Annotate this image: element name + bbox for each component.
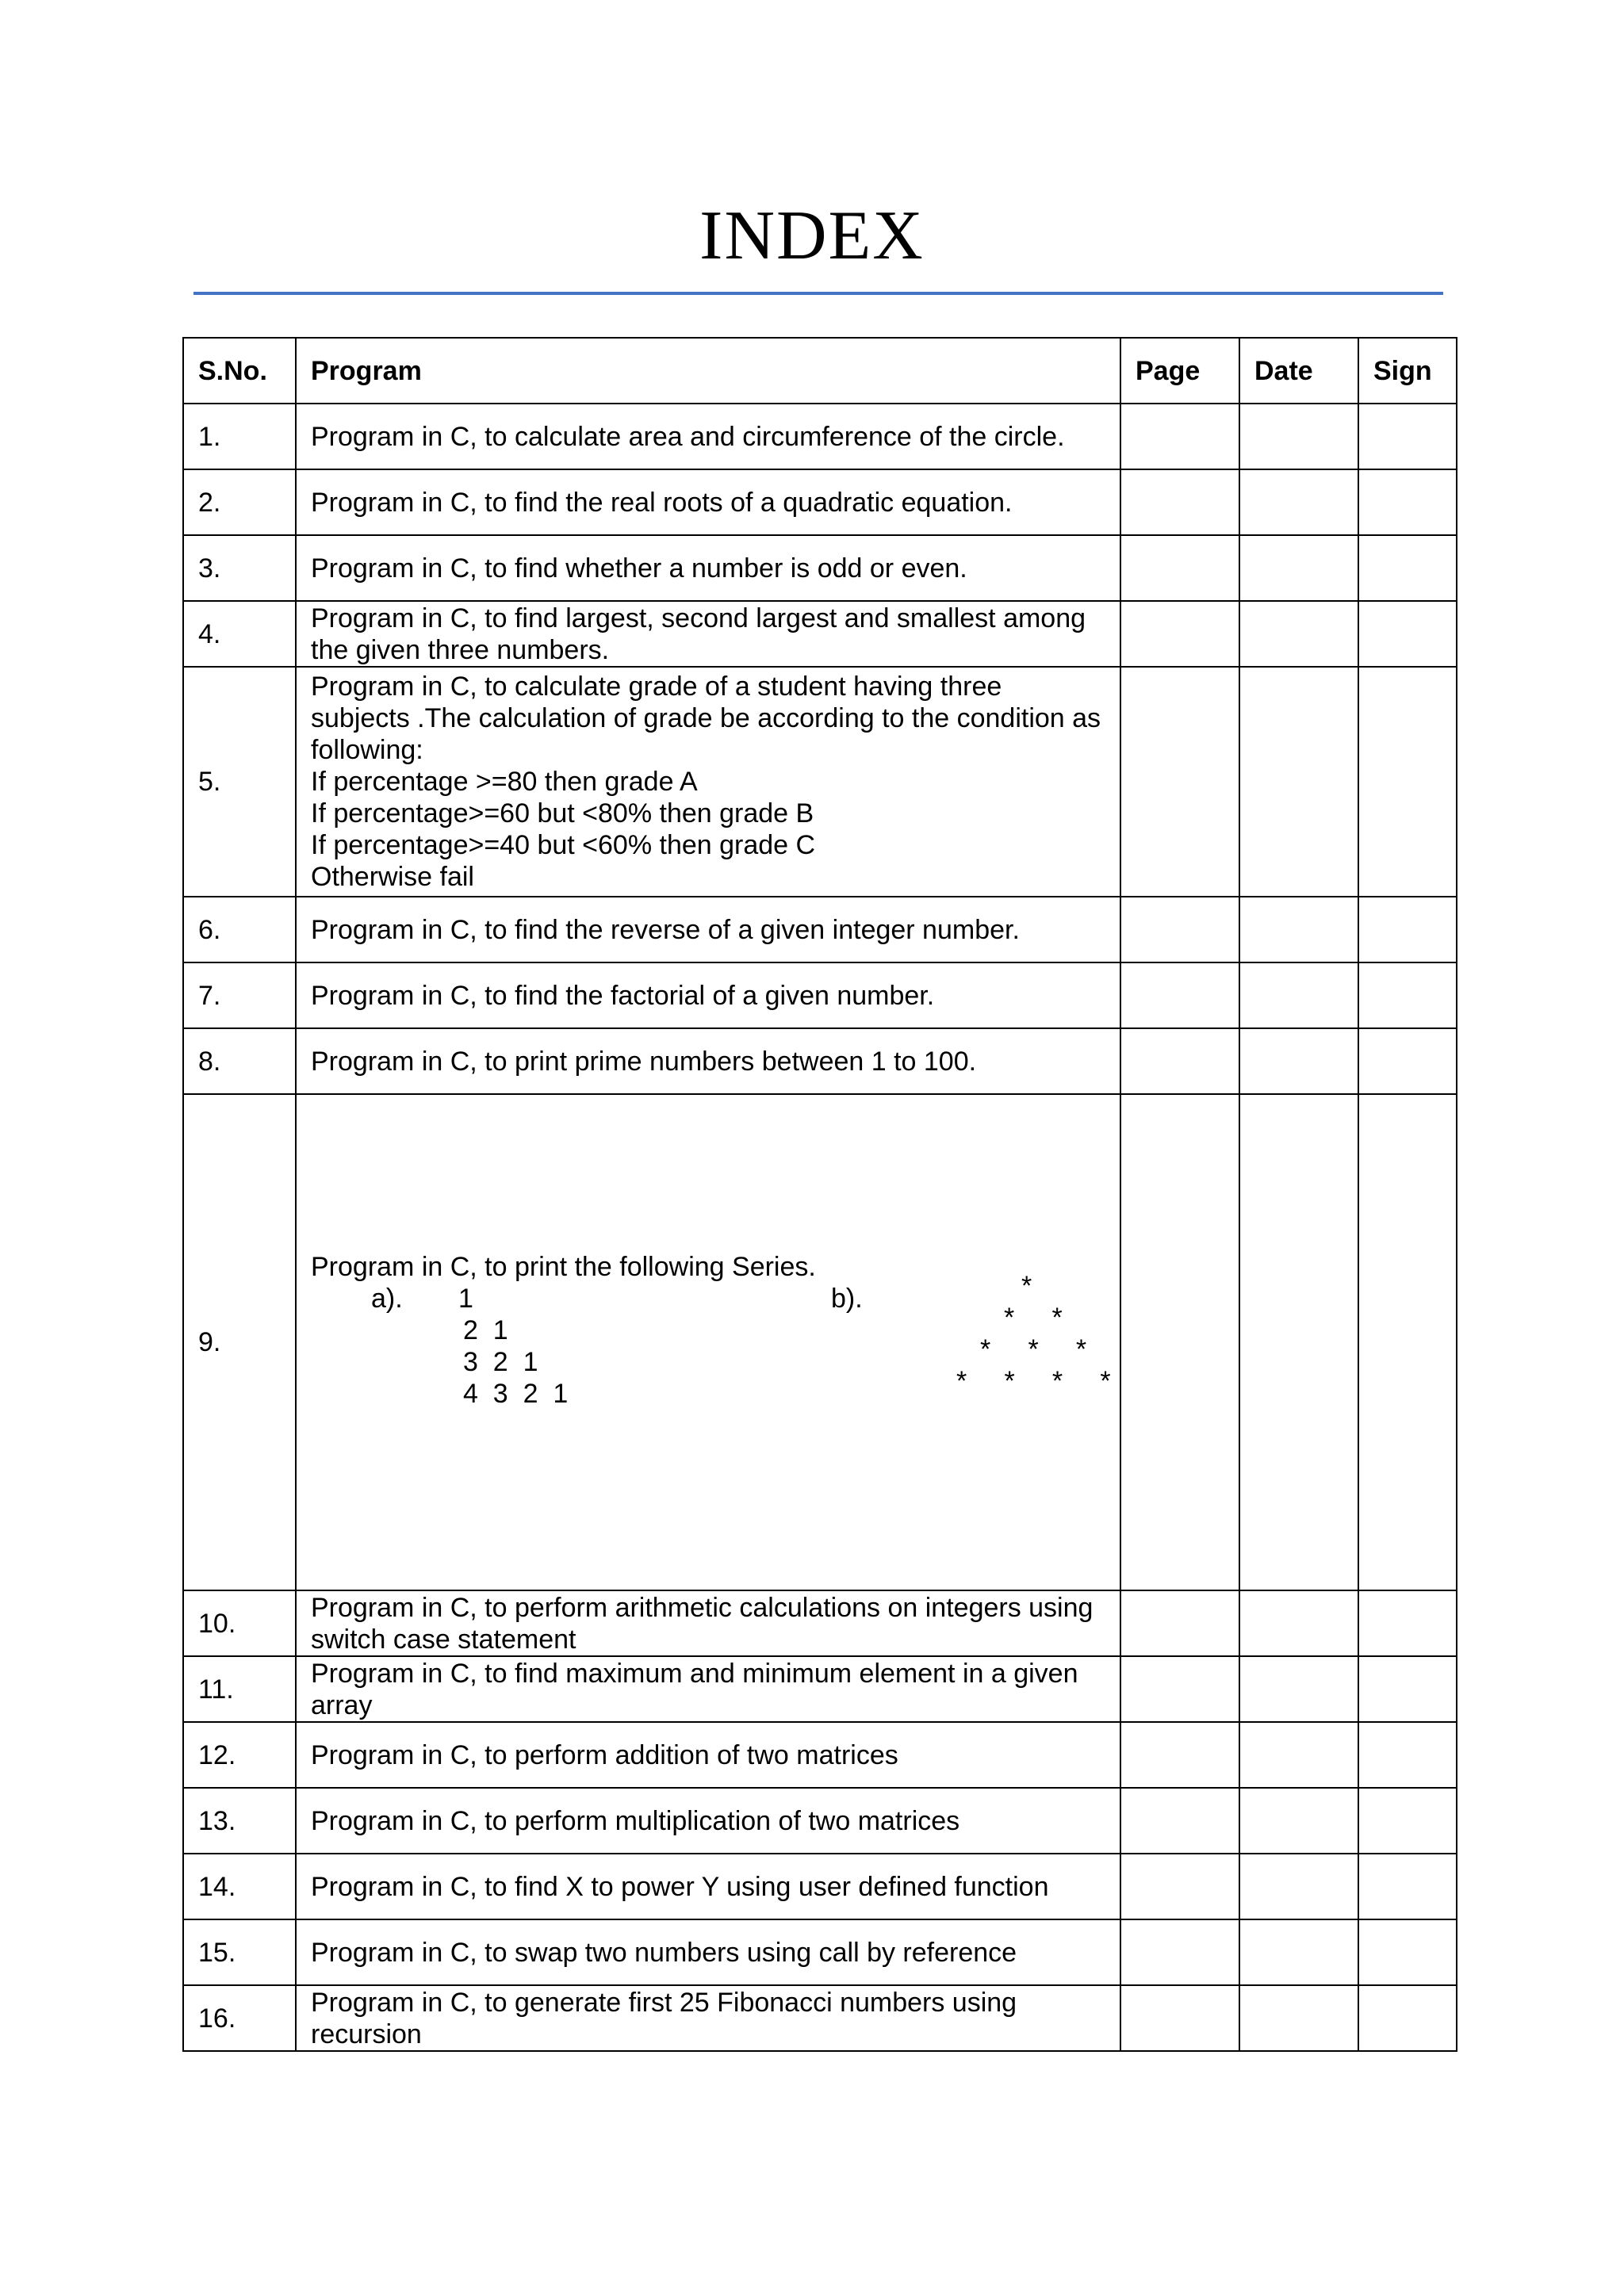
date-cell	[1239, 1919, 1358, 1985]
series-patterns	[311, 1271, 1111, 1433]
date-cell	[1239, 1854, 1358, 1919]
sign-cell	[1358, 1788, 1457, 1854]
row-sno: 3.	[183, 535, 296, 601]
date-cell	[1239, 667, 1358, 897]
grade-condition: If percentage>=60 but <80% then grade B	[311, 798, 814, 828]
page-cell	[1120, 1094, 1239, 1590]
row-sno: 6.	[183, 897, 296, 962]
row-program: Program in C, to find the reverse of a given integer number.	[296, 897, 1120, 962]
date-cell	[1239, 1722, 1358, 1788]
row-sno: 13.	[183, 1788, 296, 1854]
row-sno: 11.	[183, 1656, 296, 1722]
page-cell	[1120, 1985, 1239, 2051]
header-page: Page	[1120, 338, 1239, 404]
table-row	[183, 897, 1457, 962]
sign-cell	[1358, 1028, 1457, 1094]
date-cell	[1239, 1028, 1358, 1094]
row-program: Program in C, to perform arithmetic calculations on integers using switch case statement	[296, 1590, 1120, 1656]
row-program: Program in C, to find largest, second largest and smallest among the given three numbers.	[296, 601, 1120, 667]
row-sno: 7.	[183, 962, 296, 1028]
grade-condition: Otherwise fail	[311, 862, 474, 892]
sign-cell	[1358, 667, 1457, 897]
page-cell	[1120, 962, 1239, 1028]
page-title: INDEX	[699, 197, 925, 274]
table-row	[183, 1590, 1457, 1656]
table-row	[183, 667, 1457, 897]
header-sno: S.No.	[183, 338, 296, 404]
program-description: Program in C, to calculate grade of a student having three subjects .The calculation of grade be according to the condition as following:	[311, 672, 1101, 765]
row-program	[296, 1094, 1120, 1590]
row-sno: 10.	[183, 1590, 296, 1656]
row-program: Program in C, to perform addition of two matrices	[296, 1722, 1120, 1788]
sign-cell	[1358, 1919, 1457, 1985]
table-row	[183, 404, 1457, 469]
page-cell	[1120, 404, 1239, 469]
title-underline	[193, 292, 1443, 295]
page-cell	[1120, 601, 1239, 667]
page-cell	[1120, 469, 1239, 535]
row-program: Program in C, to find X to power Y using user defined function	[296, 1854, 1120, 1919]
row-program: Program in C, to find the real roots of a quadratic equation.	[296, 469, 1120, 535]
table-row	[183, 962, 1457, 1028]
page-cell	[1120, 1028, 1239, 1094]
star-line: *	[1021, 1271, 1032, 1301]
row-program: Program in C, to find maximum and minimum element in a given array	[296, 1656, 1120, 1722]
row-program: Program in C, to find the factorial of a given number.	[296, 962, 1120, 1028]
page-cell	[1120, 897, 1239, 962]
page-cell	[1120, 1919, 1239, 1985]
header-row	[183, 338, 1457, 404]
table-row	[183, 535, 1457, 601]
row-sno: 14.	[183, 1854, 296, 1919]
series-line: 2 1	[463, 1315, 508, 1345]
table-row	[183, 1094, 1457, 1590]
row-program: Program in C, to swap two numbers using call by reference	[296, 1919, 1120, 1985]
row-sno: 12.	[183, 1722, 296, 1788]
sign-cell	[1358, 1094, 1457, 1590]
part-a-label: a).	[371, 1284, 403, 1314]
page-cell	[1120, 667, 1239, 897]
sign-cell	[1358, 601, 1457, 667]
star-line: * * * *	[956, 1366, 1111, 1396]
row-program: Program in C, to find whether a number is odd or even.	[296, 535, 1120, 601]
table-row	[183, 1788, 1457, 1854]
series-line: 3 2 1	[463, 1347, 538, 1377]
row-program	[296, 667, 1120, 897]
grade-condition: If percentage>=40 but <60% then grade C	[311, 830, 816, 860]
table-row	[183, 1919, 1457, 1985]
row-sno: 2.	[183, 469, 296, 535]
date-cell	[1239, 404, 1358, 469]
sign-cell	[1358, 897, 1457, 962]
date-cell	[1239, 1985, 1358, 2051]
series-line: 4 3 2 1	[463, 1379, 569, 1409]
sign-cell	[1358, 962, 1457, 1028]
table-row	[183, 601, 1457, 667]
sign-cell	[1358, 404, 1457, 469]
page-cell	[1120, 1590, 1239, 1656]
table-row	[183, 469, 1457, 535]
date-cell	[1239, 1094, 1358, 1590]
row-program: Program in C, to calculate area and circumference of the circle.	[296, 404, 1120, 469]
date-cell	[1239, 1788, 1358, 1854]
series-line: 1	[458, 1284, 473, 1314]
row-program: Program in C, to generate first 25 Fibonacci numbers using recursion	[296, 1985, 1120, 2051]
sign-cell	[1358, 535, 1457, 601]
header-date: Date	[1239, 338, 1358, 404]
sign-cell	[1358, 469, 1457, 535]
row-sno: 15.	[183, 1919, 296, 1985]
row-sno: 1.	[183, 404, 296, 469]
date-cell	[1239, 962, 1358, 1028]
index-table	[182, 337, 1457, 2052]
row-sno: 9.	[183, 1094, 296, 1590]
page-cell	[1120, 1656, 1239, 1722]
table-row	[183, 1985, 1457, 2051]
date-cell	[1239, 469, 1358, 535]
row-sno: 16.	[183, 1985, 296, 2051]
header-program: Program	[296, 338, 1120, 404]
row-sno: 4.	[183, 601, 296, 667]
table-row	[183, 1854, 1457, 1919]
date-cell	[1239, 897, 1358, 962]
row-program: Program in C, to perform multiplication of two matrices	[296, 1788, 1120, 1854]
sign-cell	[1358, 1854, 1457, 1919]
row-sno: 8.	[183, 1028, 296, 1094]
sign-cell	[1358, 1722, 1457, 1788]
star-line: * *	[1004, 1303, 1063, 1333]
page-cell	[1120, 1854, 1239, 1919]
sign-cell	[1358, 1590, 1457, 1656]
program-description: Program in C, to print the following Series.	[311, 1252, 816, 1282]
header-sign: Sign	[1358, 338, 1457, 404]
table-row	[183, 1722, 1457, 1788]
row-program: Program in C, to print prime numbers between 1 to 100.	[296, 1028, 1120, 1094]
sign-cell	[1358, 1985, 1457, 2051]
page-cell	[1120, 535, 1239, 601]
part-b-label: b).	[831, 1284, 863, 1314]
page-cell	[1120, 1722, 1239, 1788]
page-cell	[1120, 1788, 1239, 1854]
row-sno: 5.	[183, 667, 296, 897]
grade-condition: If percentage >=80 then grade A	[311, 767, 698, 797]
date-cell	[1239, 1590, 1358, 1656]
table-row	[183, 1028, 1457, 1094]
star-line: * * *	[980, 1334, 1087, 1364]
table-row	[183, 1656, 1457, 1722]
date-cell	[1239, 601, 1358, 667]
date-cell	[1239, 535, 1358, 601]
sign-cell	[1358, 1656, 1457, 1722]
date-cell	[1239, 1656, 1358, 1722]
